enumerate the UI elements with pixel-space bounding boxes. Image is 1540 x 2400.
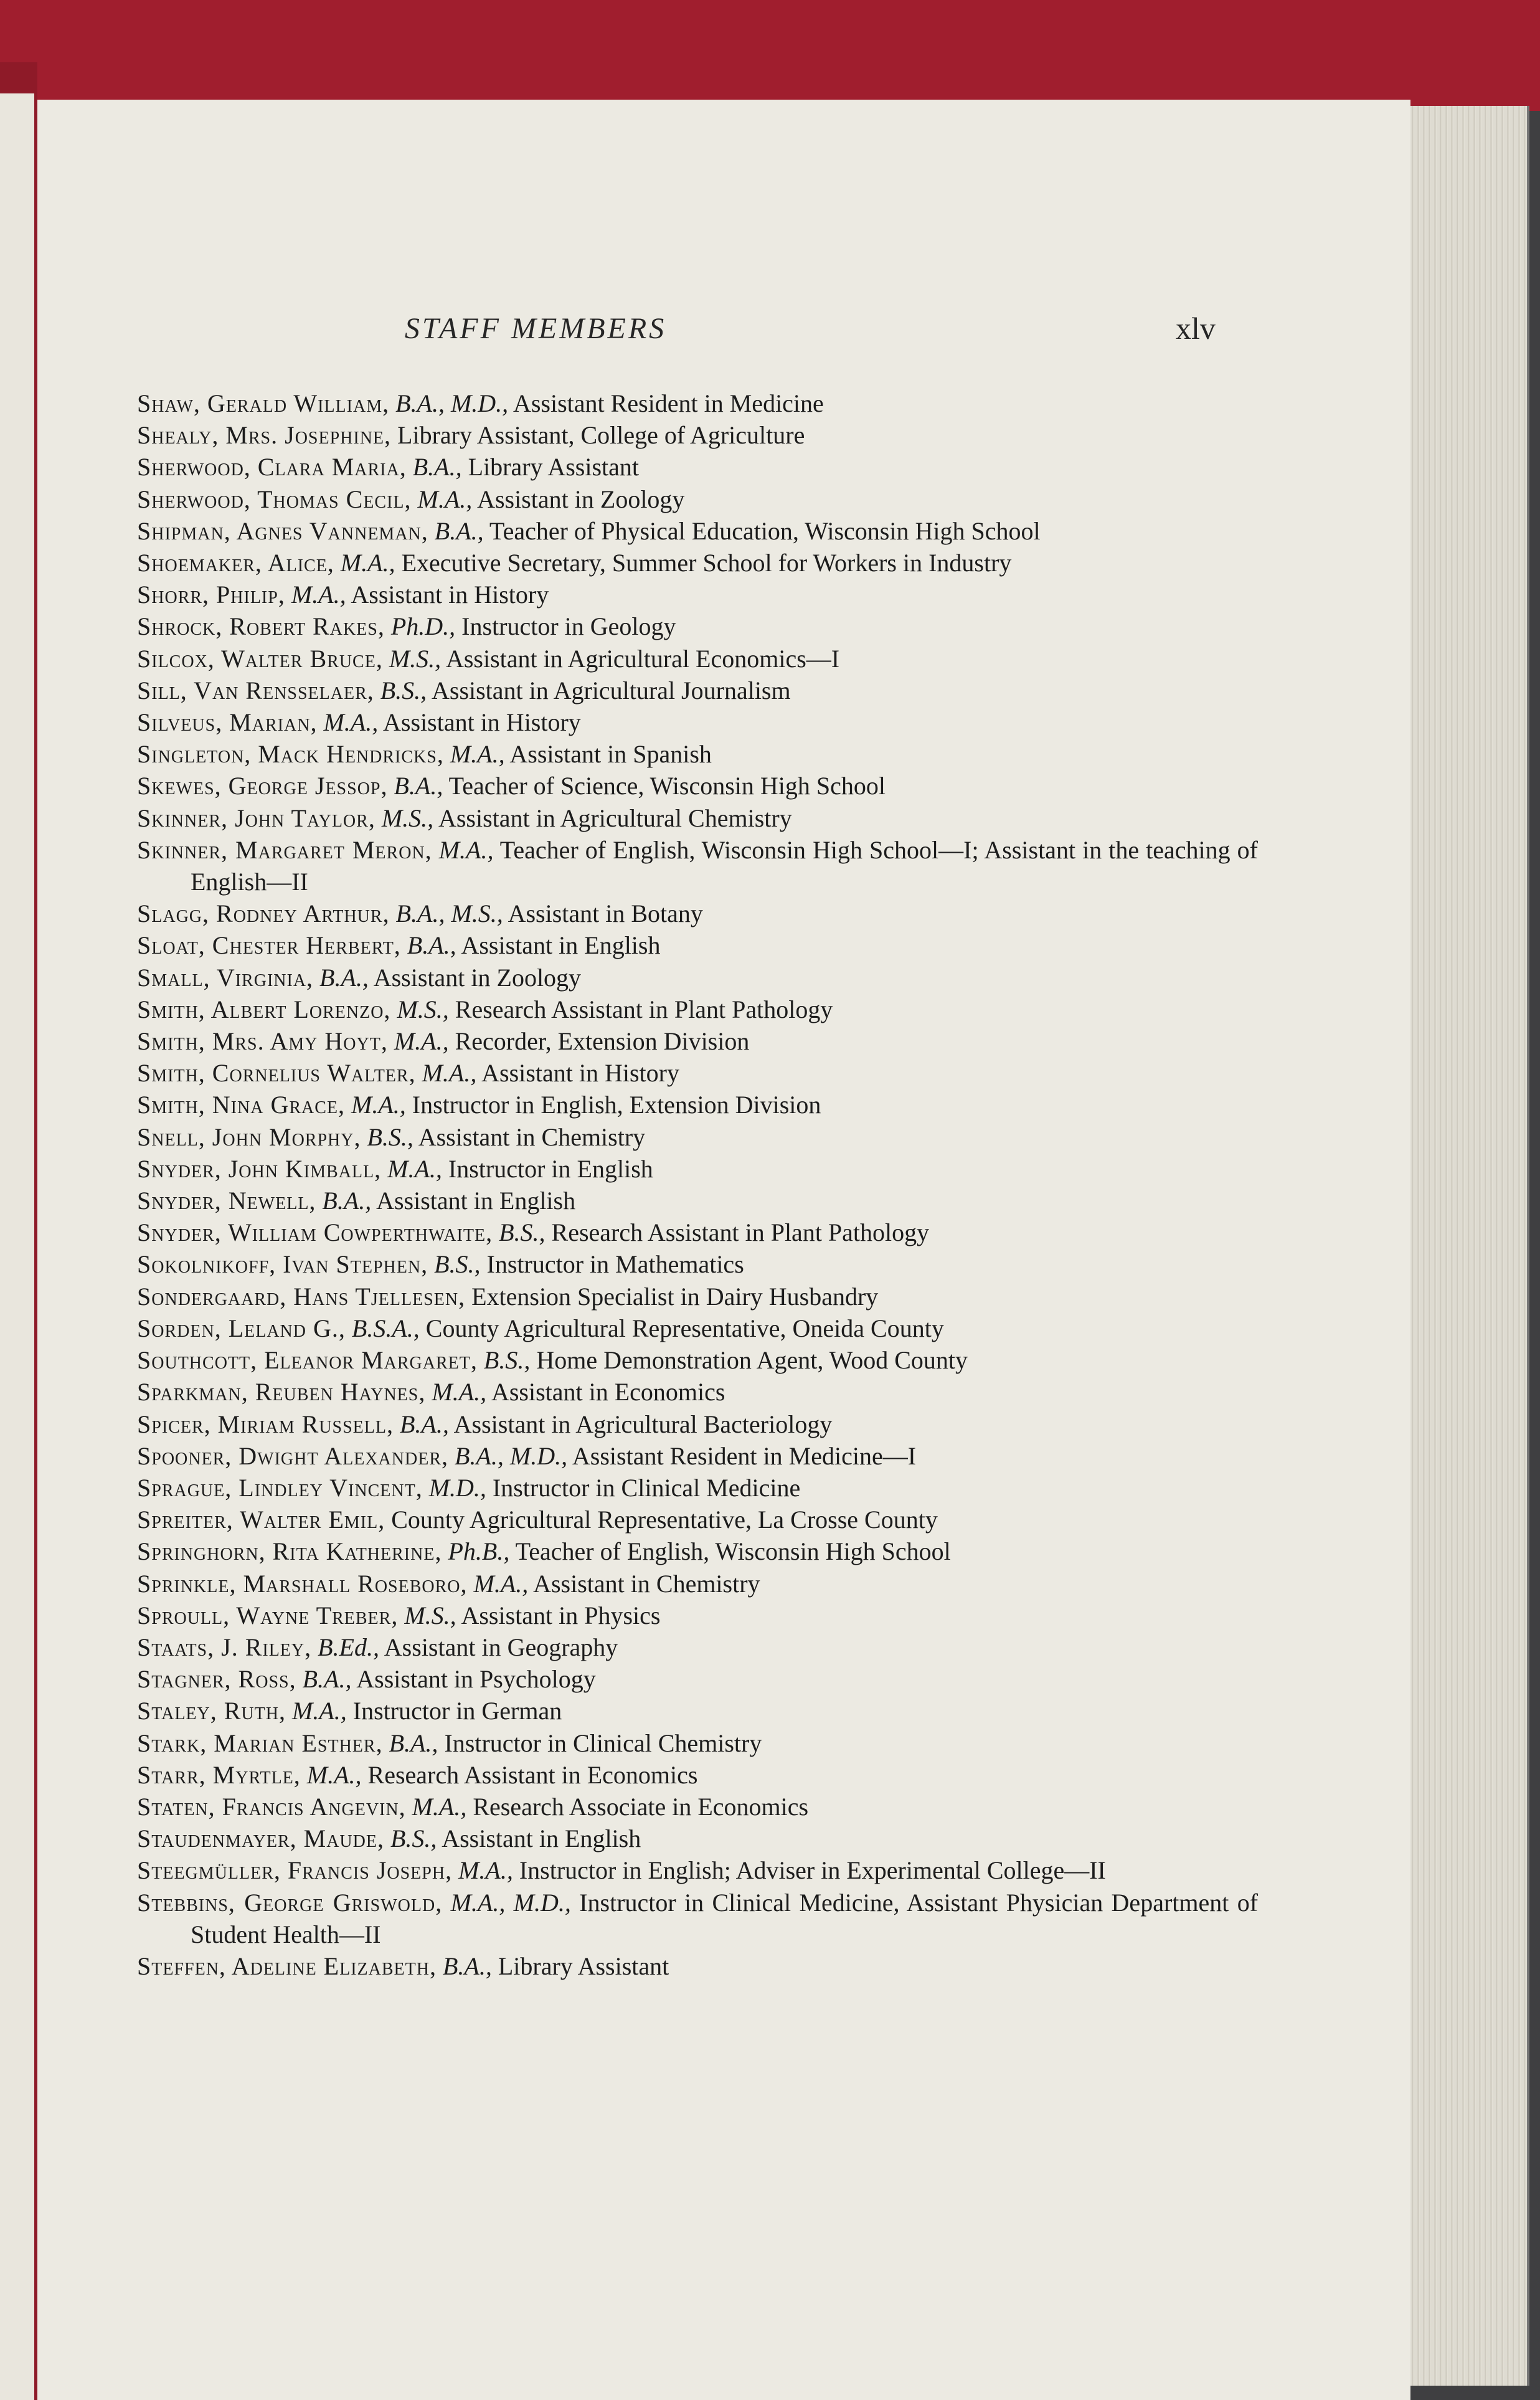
staff-degree: B.A., [442,1952,492,1980]
staff-entry [137,1025,1258,1057]
staff-entry [137,387,1258,419]
staff-entry [137,1217,1258,1248]
staff-name: Stagner, Ross, [137,1665,296,1694]
staff-name: Spreiter, Walter Emil, [137,1506,385,1534]
staff-degree: M.A., [458,1856,513,1885]
staff-entry [137,579,1258,610]
staff-degree: B.A., [302,1665,352,1694]
staff-position: Instructor in English, Extension Division [412,1091,821,1119]
staff-list [137,387,1258,1982]
staff-degree: B.S., [380,676,427,704]
staff-entry [137,929,1258,961]
staff-name: Snell, John Morphy, [137,1122,361,1151]
staff-name: Sparkman, Reuben Haynes, [137,1378,426,1406]
staff-name: Singleton, Mack Hendricks, [137,740,444,769]
staff-degree: M.A., M.D., [450,1888,571,1917]
staff-name: Shorr, Philip, [137,581,285,609]
staff-position: County Agricultural Representative, La Crosse County [391,1506,938,1534]
staff-degree: B.A., [412,453,462,481]
facing-page-edge [0,93,34,2400]
staff-position: Research Assistant in Economics [367,1760,698,1789]
staff-entry [137,1535,1258,1567]
staff-entry [137,1504,1258,1535]
staff-position: Assistant in English [442,1824,641,1853]
staff-degree: M.A., [394,1027,449,1056]
staff-position: Assistant in Agricultural Chemistry [438,804,792,832]
staff-entry [137,1727,1258,1759]
staff-name: Skinner, John Taylor, [137,804,376,832]
staff-name: Stebbins, George Griswold, [137,1888,443,1917]
page-block-edge [1409,106,1529,2386]
staff-position: Research Associate in Economics [473,1792,809,1821]
staff-position: Instructor in Geology [461,612,676,641]
staff-degree: B.S.A., [351,1314,420,1342]
staff-name: Skewes, George Jessop, [137,772,388,800]
staff-name: Sherwood, Clara Maria, [137,453,407,481]
staff-entry [137,1823,1258,1854]
staff-name: Springhorn, Rita Katherine, [137,1537,442,1566]
staff-name: Slagg, Rodney Arthur, [137,899,390,928]
staff-entry [137,738,1258,770]
staff-degree: M.A., [417,485,473,513]
staff-entry [137,1568,1258,1600]
staff-entry [137,1376,1258,1408]
staff-name: Sill, Van Rensselaer, [137,676,374,704]
staff-position: Assistant in Physics [461,1601,661,1629]
staff-entry [137,1950,1258,1982]
staff-degree: M.A., [323,708,379,737]
staff-entry [137,962,1258,994]
staff-name: Sloat, Chester Herbert, [137,931,401,960]
staff-name: Snyder, William Cowperthwaite, [137,1218,493,1247]
staff-position: Teacher of Science, Wisconsin High School [448,772,886,800]
staff-name: Silcox, Walter Bruce, [137,644,383,673]
staff-entry [137,994,1258,1025]
staff-entry [137,834,1258,898]
staff-name: Sorden, Leland G., [137,1314,346,1342]
staff-degree: M.A., [340,549,395,577]
staff-entry [137,1312,1258,1344]
staff-position: Assistant in Zoology [477,485,685,513]
book-page [37,100,1410,2400]
staff-name: Sokolnikoff, Ivan Stephen, [137,1250,428,1279]
staff-degree: B.S., [483,1346,531,1375]
staff-degree: B.S., [434,1250,481,1279]
staff-position: Assistant in History [351,581,549,609]
staff-position: Instructor in German [352,1697,562,1725]
staff-entry [137,1631,1258,1663]
staff-entry [137,1759,1258,1791]
staff-degree: B.A., [322,1187,372,1215]
staff-name: Small, Virginia, [137,963,314,992]
staff-degree: M.A., [432,1378,487,1406]
page-number: xlv [1176,311,1216,346]
staff-degree: M.A., [438,835,494,864]
staff-name: Southcott, Eleanor Margaret, [137,1346,478,1375]
staff-name: Smith, Cornelius Walter, [137,1059,416,1088]
staff-position: Assistant in Psychology [356,1665,596,1694]
staff-degree: Ph.B., [448,1537,510,1566]
running-head: STAFF MEMBERS [404,312,667,345]
staff-position: Assistant Resident in Medicine—I [572,1441,917,1470]
staff-position: Assistant in English [461,931,661,960]
staff-name: Smith, Mrs. Amy Hoyt, [137,1027,388,1056]
staff-name: Stark, Marian Esther, [137,1729,383,1757]
staff-degree: B.S., [499,1218,546,1247]
staff-degree: B.A., [319,963,369,992]
staff-name: Shealy, Mrs. Josephine, [137,421,392,450]
staff-entry [137,451,1258,483]
staff-degree: B.A., M.D., [395,389,509,417]
staff-entry [137,1344,1258,1376]
staff-position: Assistant in Agricultural Journalism [431,676,791,704]
staff-name: Steffen, Adeline Elizabeth, [137,1952,437,1980]
staff-entry [137,643,1258,675]
staff-degree: M.S., [397,995,449,1023]
staff-name: Shrock, Robert Rakes, [137,612,385,641]
staff-entry [137,1089,1258,1121]
staff-entry [137,898,1258,929]
staff-position: Executive Secretary, Summer School for Workers in Industry [401,549,1012,577]
staff-name: Silveus, Marian, [137,708,318,737]
staff-entry [137,1440,1258,1472]
staff-degree: M.S., [404,1601,456,1629]
book-cover-top [0,0,1540,111]
staff-position: Assistant in Agricultural Economics—I [445,644,840,673]
staff-degree: B.A., [399,1410,449,1438]
staff-position: Assistant in Chemistry [533,1569,760,1598]
staff-name: Shaw, Gerald William, [137,389,390,417]
staff-entry [137,419,1258,451]
staff-name: Sprinkle, Marshall Roseboro, [137,1569,468,1598]
staff-position: Extension Specialist in Dairy Husbandry [471,1282,879,1311]
staff-position: Home Demonstration Agent, Wood County [536,1346,968,1375]
staff-entry [137,1057,1258,1089]
staff-degree: B.A., [407,931,456,960]
staff-name: Steegmüller, Francis Joseph, [137,1856,453,1885]
staff-degree: M.A., [422,1059,477,1088]
staff-degree: M.A., [450,740,505,769]
staff-position: Instructor in Clinical Chemistry [444,1729,762,1757]
staff-entry [137,770,1258,802]
staff-position: Library Assistant [468,453,639,481]
staff-position: Assistant in Zoology [373,963,582,992]
staff-entry [137,610,1258,642]
staff-name: Sproull, Wayne Treber, [137,1601,399,1629]
staff-name: Smith, Nina Grace, [137,1091,346,1119]
staff-position: Recorder, Extension Division [455,1027,750,1056]
staff-position: County Agricultural Representative, Oneida County [425,1314,944,1342]
staff-name: Shipman, Agnes Vanneman, [137,516,428,545]
staff-name: Sondergaard, Hans Tjellesen, [137,1282,466,1311]
staff-entry [137,1887,1258,1950]
staff-name: Shoemaker, Alice, [137,549,334,577]
staff-entry [137,675,1258,706]
staff-name: Staley, Ruth, [137,1697,286,1725]
staff-entry [137,1281,1258,1312]
staff-name: Smith, Albert Lorenzo, [137,995,391,1023]
staff-position: Assistant in Botany [508,899,703,928]
staff-name: Staats, J. Riley, [137,1633,312,1661]
staff-degree: M.D., [428,1473,486,1502]
staff-degree: B.A., [389,1729,438,1757]
staff-degree: M.A., [351,1091,406,1119]
staff-entry [137,802,1258,834]
staff-position: Instructor in Clinical Medicine [492,1473,801,1502]
staff-degree: B.A., [434,516,484,545]
staff-position: Assistant in History [383,708,581,737]
staff-name: Sprague, Lindley Vincent, [137,1473,423,1502]
staff-name: Snyder, Newell, [137,1187,316,1215]
staff-entry [137,1408,1258,1440]
staff-position: Teacher of English, Wisconsin High School [515,1537,951,1566]
staff-name: Snyder, John Kimball, [137,1154,382,1183]
staff-name: Skinner, Margaret Meron, [137,835,432,864]
staff-name: Spooner, Dwight Alexander, [137,1441,448,1470]
staff-position: Instructor in Clinical Medicine, Assistant Physician Department of Student Health—II [191,1888,1259,1948]
staff-entry [137,1185,1258,1217]
staff-position: Research Assistant in Plant Pathology [455,995,833,1023]
staff-position: Library Assistant [498,1952,669,1980]
staff-entry [137,1600,1258,1631]
staff-entry [137,1854,1258,1886]
staff-degree: M.A., [473,1569,529,1598]
staff-position: Assistant in Spanish [509,740,712,769]
staff-position: Assistant in History [481,1059,679,1088]
staff-degree: M.A., [412,1792,467,1821]
staff-position: Assistant in English [376,1187,576,1215]
staff-entry [137,1472,1258,1504]
staff-entry [137,1121,1258,1153]
staff-degree: M.A., [291,581,346,609]
staff-entry [137,1663,1258,1695]
staff-position: Assistant in Agricultural Bacteriology [453,1410,833,1438]
staff-degree: M.S., [389,644,442,673]
staff-name: Sherwood, Thomas Cecil, [137,485,412,513]
staff-entry [137,1153,1258,1185]
staff-degree: M.A., [306,1760,362,1789]
staff-name: Staten, Francis Angevin, [137,1792,406,1821]
staff-position: Library Assistant, College of Agriculture [397,421,805,450]
staff-position: Teacher of English, Wisconsin High School—I; Assistant in the teaching of English—II [191,835,1259,896]
staff-degree: M.A., [387,1154,442,1183]
staff-name: Staudenmayer, Maude, [137,1824,384,1853]
staff-position: Instructor in Mathematics [486,1250,744,1279]
staff-entry [137,515,1258,547]
staff-degree: B.A., M.D., [455,1441,568,1470]
staff-position: Assistant in Economics [491,1378,725,1406]
staff-position: Teacher of Physical Education, Wisconsin High School [489,516,1041,545]
staff-name: Starr, Myrtle, [137,1760,301,1789]
staff-name: Spicer, Miriam Russell, [137,1410,394,1438]
staff-entry [137,483,1258,515]
staff-degree: B.S., [367,1122,413,1151]
staff-position: Assistant in Chemistry [418,1122,646,1151]
staff-degree: M.A., [291,1697,347,1725]
staff-position: Research Assistant in Plant Pathology [551,1218,930,1247]
staff-entry [137,1248,1258,1280]
staff-degree: M.S., [381,804,434,832]
staff-degree: B.A., [394,772,443,800]
staff-position: Instructor in English; Adviser in Experimental College—II [519,1856,1106,1885]
staff-entry [137,706,1258,738]
staff-degree: Ph.D., [390,612,456,641]
staff-position: Instructor in English [448,1154,653,1183]
staff-position: Assistant Resident in Medicine [513,389,824,417]
staff-entry [137,1695,1258,1727]
staff-entry [137,1791,1258,1823]
staff-entry [137,547,1258,579]
staff-position: Assistant in Geography [384,1633,618,1661]
staff-degree: B.S., [390,1824,437,1853]
staff-degree: B.Ed., [318,1633,379,1661]
staff-degree: B.A., M.S., [395,899,503,928]
